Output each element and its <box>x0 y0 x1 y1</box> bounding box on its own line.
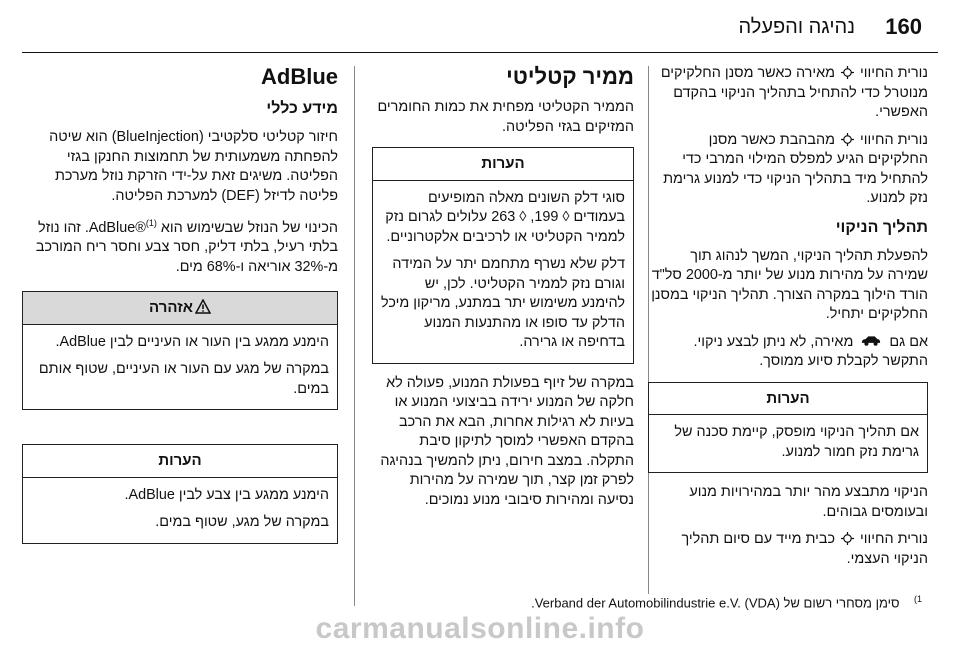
paragraph: הניקוי מתבצע מהר יותר במהירויות מנוע ובעומסים גבוהים. <box>689 484 928 520</box>
page-number: 160 <box>885 14 922 39</box>
page-ref-arrow-icon: ◊ <box>562 209 570 225</box>
warning-text: הימנע ממגע בין העור או העיניים לבין AdBlue. <box>55 333 329 350</box>
registered-mark: ® <box>135 219 146 236</box>
paragraph: אם גם מאירה, לא ניתן לבצע ניקוי. התקשר לקבלת סיוע ממוסך. <box>693 333 928 369</box>
section-title: AdBlue <box>261 64 338 89</box>
particle-filter-icon <box>841 532 854 545</box>
note-title: הערות <box>23 445 337 478</box>
paragraph: חיזור קטליטי סלקטיבי (BlueInjection) הוא שיטה להפחתה משמעותית של תחמוצות החנקן בגזי הפליטה. משיגים זאת על-ידי הזרקת נוזל מערכת פליטה לדיזל (DEF) למערכת הפליטה. <box>49 129 338 204</box>
header-rule <box>22 52 938 53</box>
service-vehicle-icon <box>860 335 882 347</box>
note-text: סוגי דלק השונים מאלה המופיעים בעמודים ◊ 199, ◊ 263 עלולים לגרום נזק לממיר הקטליטי או לרכיבים אלקטרוניים. <box>385 189 625 245</box>
paragraph: להפעלת תהליך הניקוי, המשך לנהוג תוך שמירה על מהירות מנוע של יותר מ-2000 סל"ד הורד הילוך במקרה הצורך. תהליך הניקוי במסנן החלקיקים יתחיל. <box>651 247 928 322</box>
note-title: הערות <box>373 148 633 181</box>
particle-filter-icon <box>841 133 854 146</box>
note-text: דלק שלא נשרף מתחמם יתר על המידה וגורם נזק לממיר הקטליטי. לכן, יש להימנע משימוש יתר במתנע, מריקון מיכל הדלק עד סופו או מהתנעות המנוע בדחיפה או גרירה. <box>380 256 625 350</box>
note-box <box>648 382 928 474</box>
note-text: אם תהליך הניקוי מופסק, קיימת סכנה של גרימת נזק חמור למנוע. <box>674 424 919 460</box>
warning-triangle-icon <box>195 299 211 314</box>
note-title: הערות <box>649 383 927 416</box>
column-right <box>648 64 928 577</box>
page-ref[interactable]: 199 <box>534 209 559 225</box>
paragraph: הממיר הקטליטי מפחית את כמות החומרים המזיקים בגזי הפליטה. <box>377 99 634 135</box>
note-box <box>22 444 338 544</box>
warning-box <box>22 291 338 410</box>
section-title: ממיר קטליטי <box>506 64 634 89</box>
column-divider <box>354 66 355 606</box>
footnote-text: סימן מסחרי רשום של Verband der Automobilindustrie e.V. (VDA). <box>531 595 900 611</box>
chapter-title: נהיגה והפעלה <box>738 16 855 38</box>
particle-filter-icon <box>841 66 854 79</box>
page-ref[interactable]: 263 <box>491 209 516 225</box>
warning-text: במקרה של מגע עם העור או העיניים, שטוף אותם במים. <box>38 361 329 397</box>
section-heading: תהליך הניקוי <box>835 218 928 236</box>
footnote-ref[interactable]: (1) <box>145 218 157 228</box>
paragraph: הכינוי של הנוזל שבשימוש הוא AdBlue®$^{(1)}$. זהו נוזל בלתי רעיל, בלתי דליק, חסר צבע וחסר ריח המורכב מ-32% אוריאה ו-68% מים. <box>35 218 338 275</box>
warning-title: אזהרה <box>23 292 337 325</box>
note-box <box>372 147 634 364</box>
watermark: carmanualsonline.info <box>315 612 645 645</box>
note-text: במקרה של מגע, שטוף במים. <box>155 514 329 531</box>
footnote <box>531 594 922 610</box>
column-middle <box>372 64 634 518</box>
paragraph: במקרה של זיוף בפעולת המנוע, פעולה לא חלקה של המנוע ירידה בביצועי המנוע או בעיות לא רגילות אחרות, הבא את הרכב בהקדם האפשרי למוסך לתיקון סיבת התקלה. במצב חירום, ניתן להמשיך בנהיגה לפרק זמן קצר, תוך שמירה על מהירות נסיעה ומהירות סיבובי מנוע נמוכים. <box>380 374 634 508</box>
paragraph: נורית החיווי מהבהבת כאשר מסנן החלקיקים הגיע למפלס המילוי המרבי כדי להתחיל מיד בתהליך הניקוי כדי למנוע גרימת נזק למנוע. <box>663 131 928 206</box>
section-heading: מידע כללי <box>266 100 338 117</box>
footnote-marker: 1) <box>913 594 922 604</box>
column-left <box>22 64 338 554</box>
page-ref-arrow-icon: ◊ <box>519 209 527 225</box>
page-header <box>0 6 960 46</box>
paragraph: נורית החיווי כבית מייד עם סיום תהליך הניקוי העצמי. <box>681 531 928 567</box>
paragraph: נורית החיווי מאירה כאשר מסנן החלקיקים מנוטרל כדי להתחיל בתהליך הניקוי בהקדם האפשרי. <box>660 65 928 120</box>
note-text: הימנע ממגע בין צבע לבין AdBlue. <box>124 486 329 503</box>
